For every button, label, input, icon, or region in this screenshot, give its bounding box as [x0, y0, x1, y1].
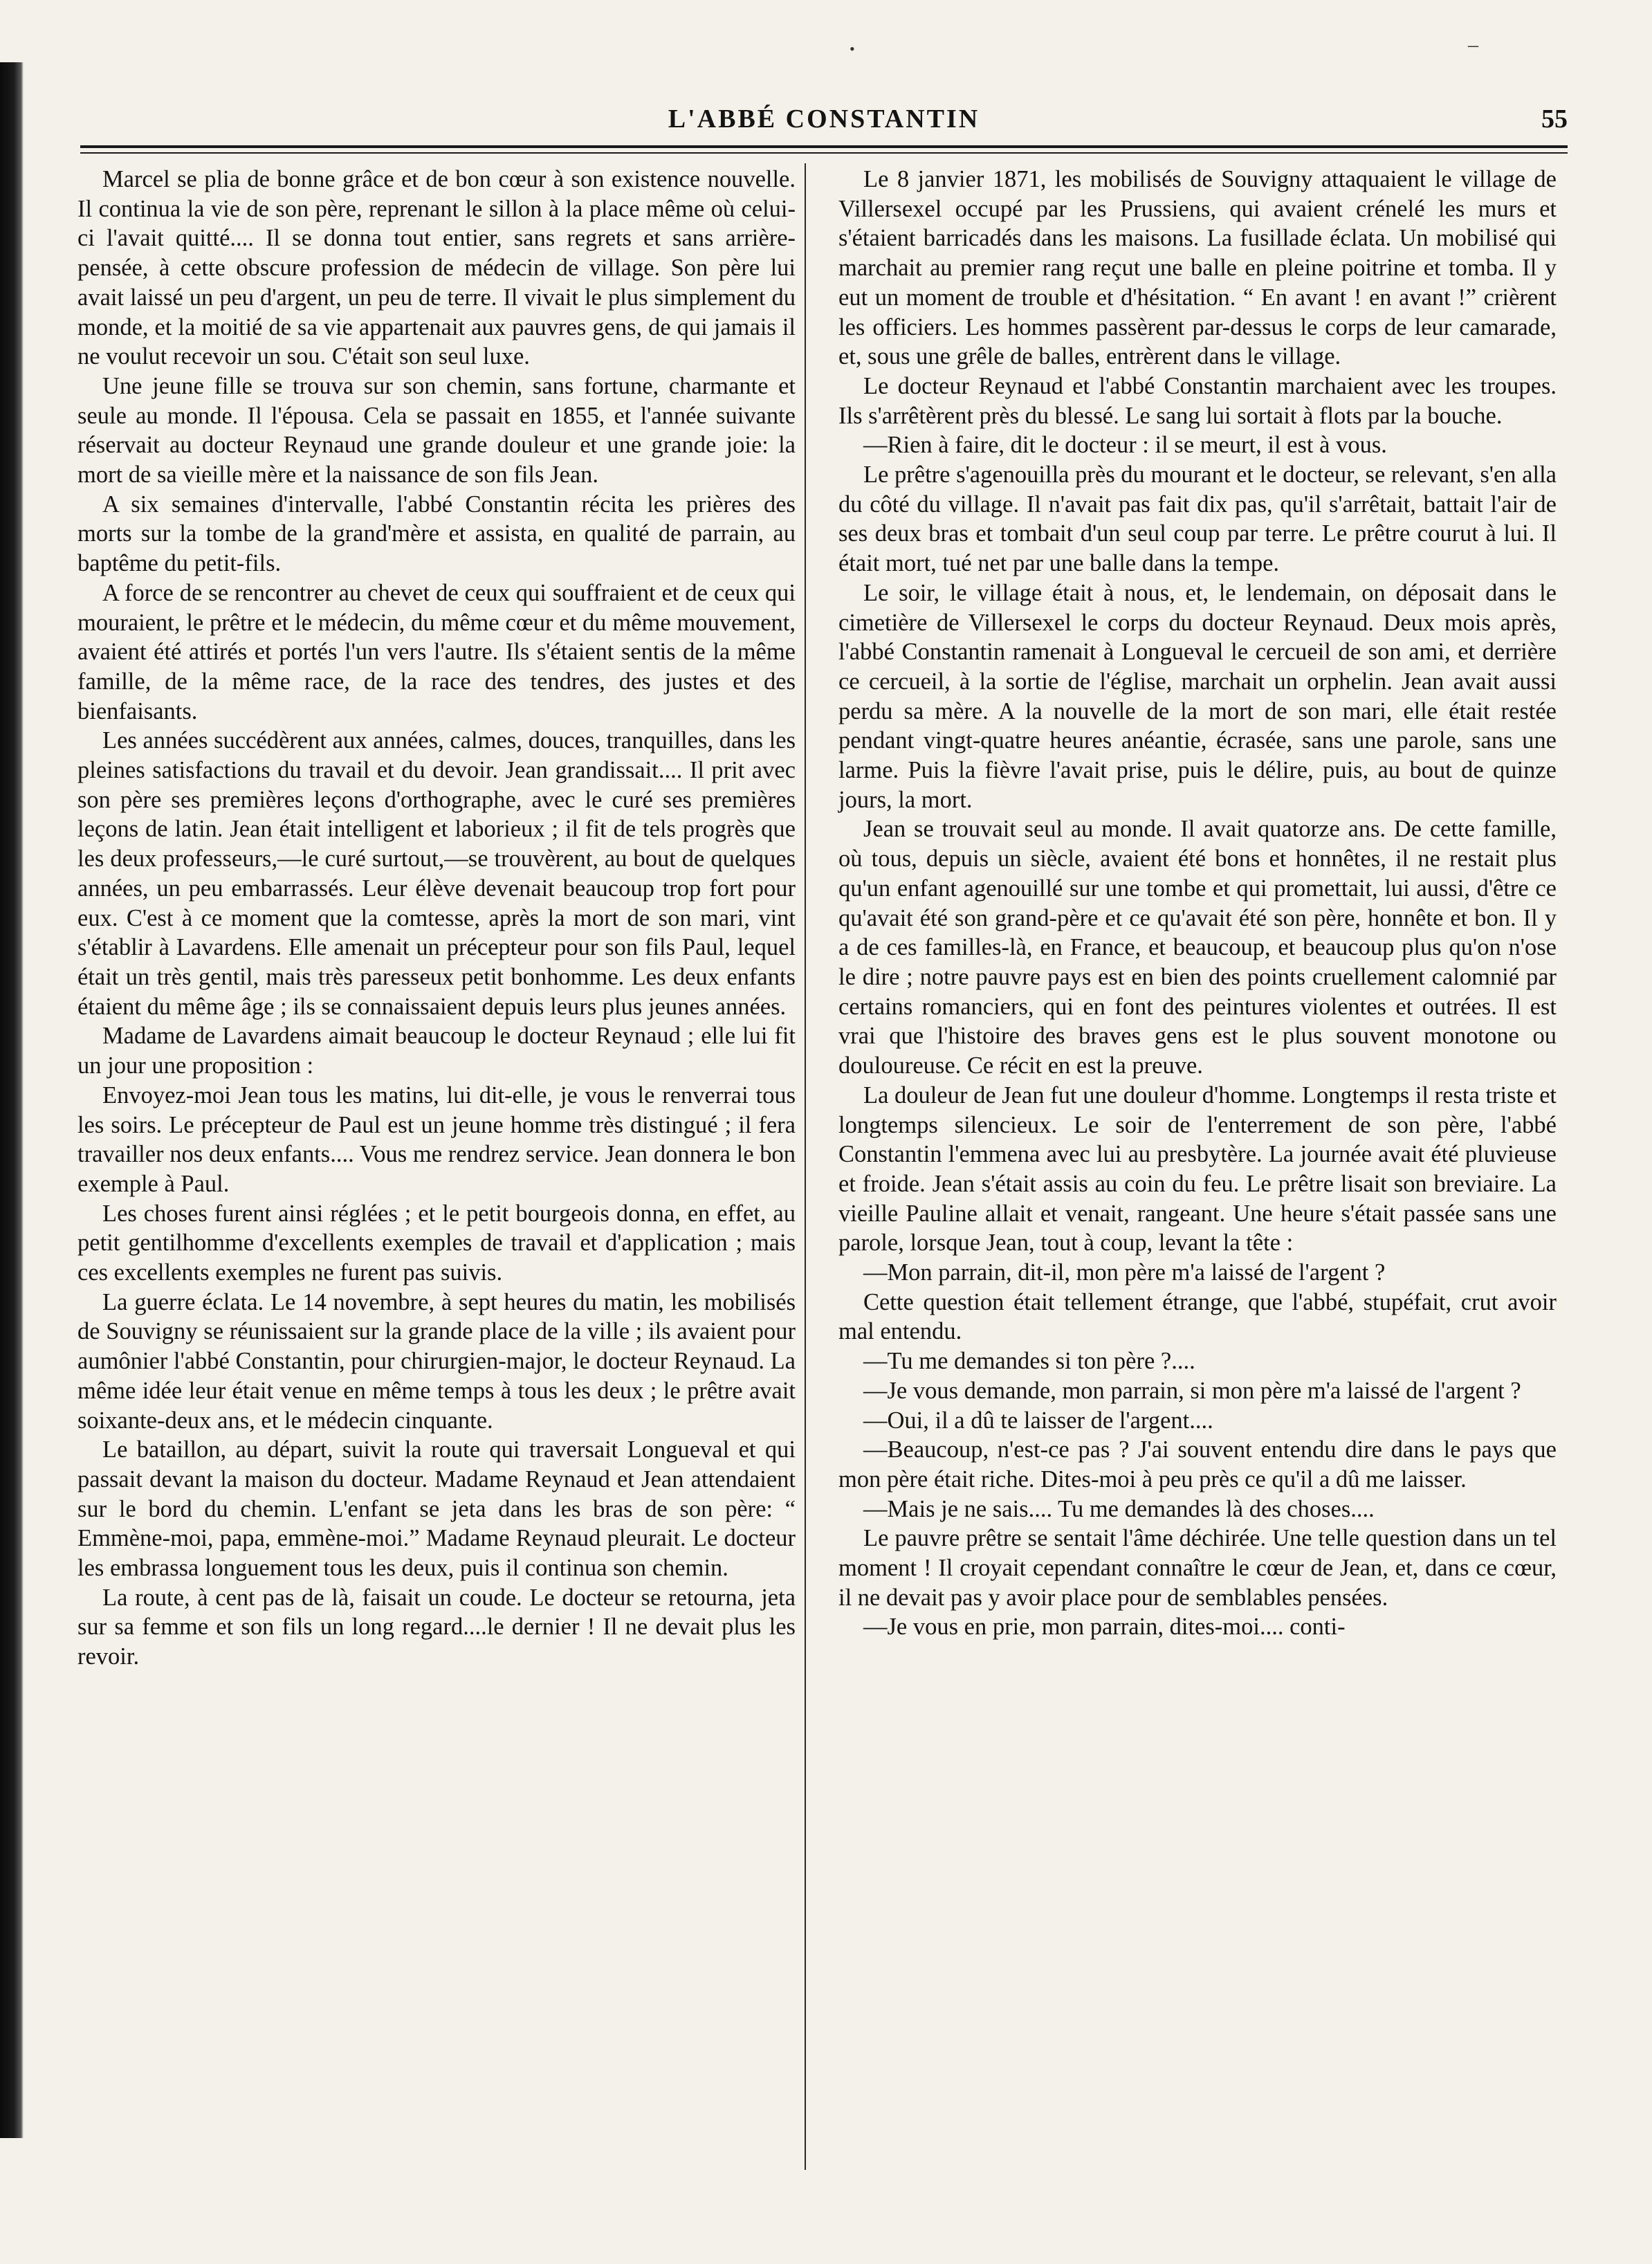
paragraph: Cette question était tellement étrange, que l'abbé, stupéfait, crut avoir mal entendu.	[838, 1288, 1557, 1345]
print-speck: –	[1468, 33, 1478, 56]
paragraph: —Beaucoup, n'est-ce pas ? J'ai souvent entendu dire dans le pays que mon père était riche. Dites-moi à peu près ce qu'il a dû me laisser.	[838, 1436, 1557, 1492]
running-head	[80, 104, 1568, 145]
print-speck: •	[850, 40, 855, 57]
paragraph: —Je vous demande, mon parrain, si mon père m'a laissé de l'argent ?	[863, 1377, 1521, 1404]
paragraph: Le pauvre prêtre se sentait l'âme déchirée. Une telle question dans un tel moment ! Il croyait cependant connaître le cœur de Jean, et, dans ce cœur, il ne devait pas y avoir place pour de semblables pensées.	[838, 1525, 1557, 1611]
paragraph: Une jeune fille se trouva sur son chemin, sans fortune, charmante et seule au monde. Il l'épousa. Cela se passait en 1855, et l'année suivante réservait au docteur Reynaud une grande douleur et une grande joie: la mort de sa vieille mère et la naissance de son fils Jean.	[77, 372, 796, 489]
paragraph: —Tu me demandes si ton père ?....	[863, 1348, 1195, 1375]
book-binding-shadow	[0, 62, 24, 2138]
page-number: 55	[1541, 104, 1568, 134]
paragraph: —Rien à faire, dit le docteur : il se meurt, il est à vous.	[863, 432, 1387, 459]
paragraph: Le soir, le village était à nous, et, le lendemain, on déposait dans le cimetière de Villersexel le corps du docteur Reynaud. Deux mois après, l'abbé Constantin ramenait à Longueval le cercueil de son ami, et derrière ce cercueil, à la sortie de l'église, marchait un orphelin. Jean avait aussi perdu sa mère. A la nouvelle de la mort de son mari, elle était restée pendant vingt-quatre heures anéantie, écrasée, sans une parole, sans une larme. Puis la fièvre l'avait prise, puis le délire, puis, au bout de quinze jours, la mort.	[838, 579, 1557, 813]
column-divider	[805, 163, 806, 2170]
left-column	[77, 165, 796, 1672]
paragraph: Le docteur Reynaud et l'abbé Constantin marchaient avec les troupes. Ils s'arrêtèrent près du blessé. Le sang lui sortait à flots par la bouche.	[838, 372, 1557, 429]
paragraph: —Je vous en prie, mon parrain, dites-moi.... conti-	[863, 1614, 1346, 1641]
paragraph: La douleur de Jean fut une douleur d'homme. Longtemps il resta triste et longtemps silencieux. Le soir de l'enterrement de son père, l'abbé Constantin l'emmena avec lui au presbytère. La journée avait été pluvieuse et froide. Jean s'était assis au coin du feu. Le prêtre lisait son breviaire. La vieille Pauline allait et venait, rangeant. Une heure s'était passée sans une parole, lorsque Jean, tout à coup, levant la tête :	[838, 1081, 1557, 1257]
paragraph: La route, à cent pas de là, faisait un coude. Le docteur se retourna, jeta sur sa femme et son fils un long regard....le dernier ! Il ne devait plus les revoir.	[77, 1584, 796, 1670]
paragraph: Jean se trouvait seul au monde. Il avait quatorze ans. De cette famille, où tous, depuis un siècle, avaient été bons et honnêtes, il ne restait plus qu'un enfant agenouillé sur une tombe et qui promettait, lui aussi, d'être ce qu'avait été son grand-père et ce qu'avait été son père, honnête et bon. Il y a de ces familles-là, en France, et beaucoup, et beaucoup plus qu'on n'ose le dire ; notre pauvre pays est en bien des points cruellement calomnié par certains romanciers, qui en font des peintures violentes et outrées. Il est vrai que l'histoire des braves gens est le plus souvent monotone ou douloureuse. Ce récit en est la preuve.	[838, 816, 1557, 1079]
running-title: L'ABBÉ CONSTANTIN	[668, 104, 980, 134]
paragraph: Les choses furent ainsi réglées ; et le petit bourgeois donna, en effet, au petit gentilhomme d'excellents exemples de travail et d'application ; mais ces excellents exemples ne furent pas suivis.	[77, 1200, 796, 1286]
paragraph: A force de se rencontrer au chevet de ceux qui souffraient et de ceux qui mouraient, le prêtre et le médecin, du même cœur et du même mouvement, avaient été attirés et portés l'un vers l'autre. Ils s'étaient sentis de la même famille, de la même race, de la race des tendres, des justes et des bienfaisants.	[77, 579, 796, 724]
paragraph: —Mais je ne sais.... Tu me demandes là des choses....	[863, 1495, 1375, 1522]
paragraph: Le bataillon, au départ, suivit la route qui traversait Longueval et qui passait devant la maison du docteur. Madame Reynaud et Jean attendaient sur le bord du chemin. L'enfant se jeta dans les bras de son père: “ Emmène-moi, papa, emmène-moi.” Madame Reynaud pleurait. Le docteur les embrassa longuement tous les deux, puis il continua son chemin.	[77, 1436, 796, 1582]
paragraph: A six semaines d'intervalle, l'abbé Constantin récita les prières des morts sur la tombe de la grand'mère et assista, en qualité de parrain, au baptême du petit-fils.	[77, 491, 796, 577]
right-column	[838, 165, 1557, 1642]
paragraph: Envoyez-moi Jean tous les matins, lui dit-elle, je vous le renverrai tous les soirs. Le précepteur de Paul est un jeune homme très distingué ; il fera travailler nos deux enfants.... Vous me rendrez service. Jean donnera le bon exemple à Paul.	[77, 1081, 796, 1197]
paragraph: Les années succédèrent aux années, calmes, douces, tranquilles, dans les pleines satisfactions du travail et du devoir. Jean grandissait.... Il prit avec son père ses premières leçons d'orthographe, avec le curé ses premières leçons de latin. Jean était intelligent et laborieux ; il fit de tels progrès que les deux professeurs,—le curé surtout,—se trouvèrent, au bout de quelques années, un peu embarrassés. Leur élève devenait beaucoup trop fort pour eux. C'est à ce moment que la comtesse, après la mort de son mari, vint s'établir à Lavardens. Elle amenait un précepteur pour son fils Paul, lequel était un très gentil, mais très paresseux petit bonhomme. Les deux enfants étaient du même âge ; ils se connaissaient depuis leurs plus jeunes années.	[77, 727, 796, 1020]
paragraph: Madame de Lavardens aimait beaucoup le docteur Reynaud ; elle lui fit un jour une proposition :	[77, 1023, 796, 1079]
paragraph: Marcel se plia de bonne grâce et de bon cœur à son existence nouvelle. Il continua la vie de son père, reprenant le sillon à la place même où celui-ci l'avait quitté.... Il se donna tout entier, sans regrets et sans arrière-pensée, à cette obscure profession de médecin de village. Son père lui avait laissé un peu d'argent, un peu de terre. Il vivait le plus simplement du monde, et la moitié de sa vie appartenait aux pauvres gens, de qui jamais il ne voulut recevoir un sou. C'était son seul luxe.	[77, 166, 796, 370]
paragraph: —Oui, il a dû te laisser de l'argent....	[863, 1407, 1213, 1434]
paragraph: Le 8 janvier 1871, les mobilisés de Souvigny attaquaient le village de Villersexel occupé par les Prussiens, qui avaient crénelé les murs et s'étaient barricadés dans les maisons. La fusillade éclata. Un mobilisé qui marchait au premier rang reçut une balle en pleine poitrine et tomba. Il y eut un moment de trouble et d'hésitation. “ En avant ! en avant !” crièrent les officiers. Les hommes passèrent par-dessus le corps de leur camarade, et, sous une grêle de balles, entrèrent dans le village.	[838, 166, 1557, 370]
paragraph: Le prêtre s'agenouilla près du mourant et le docteur, se relevant, s'en alla du côté du village. Il n'avait pas fait dix pas, qu'il s'arrêtait, battait l'air de ses deux bras et tombait d'un seul coup par terre. Le prêtre courut à lui. Il était mort, tué net par une balle dans la tempe.	[838, 462, 1557, 577]
header-rule-thin	[80, 152, 1568, 154]
header-rule	[80, 145, 1568, 148]
paragraph: —Mon parrain, dit-il, mon père m'a laissé de l'argent ?	[863, 1259, 1386, 1286]
paragraph: La guerre éclata. Le 14 novembre, à sept heures du matin, les mobilisés de Souvigny se réunissaient sur la grande place de la ville ; ils avaient pour aumônier l'abbé Constantin, pour chirurgien-major, le docteur Reynaud. La même idée leur était venue en même temps à tous les deux ; le prêtre avait soixante-deux ans, et le médecin cinquante.	[77, 1288, 796, 1434]
